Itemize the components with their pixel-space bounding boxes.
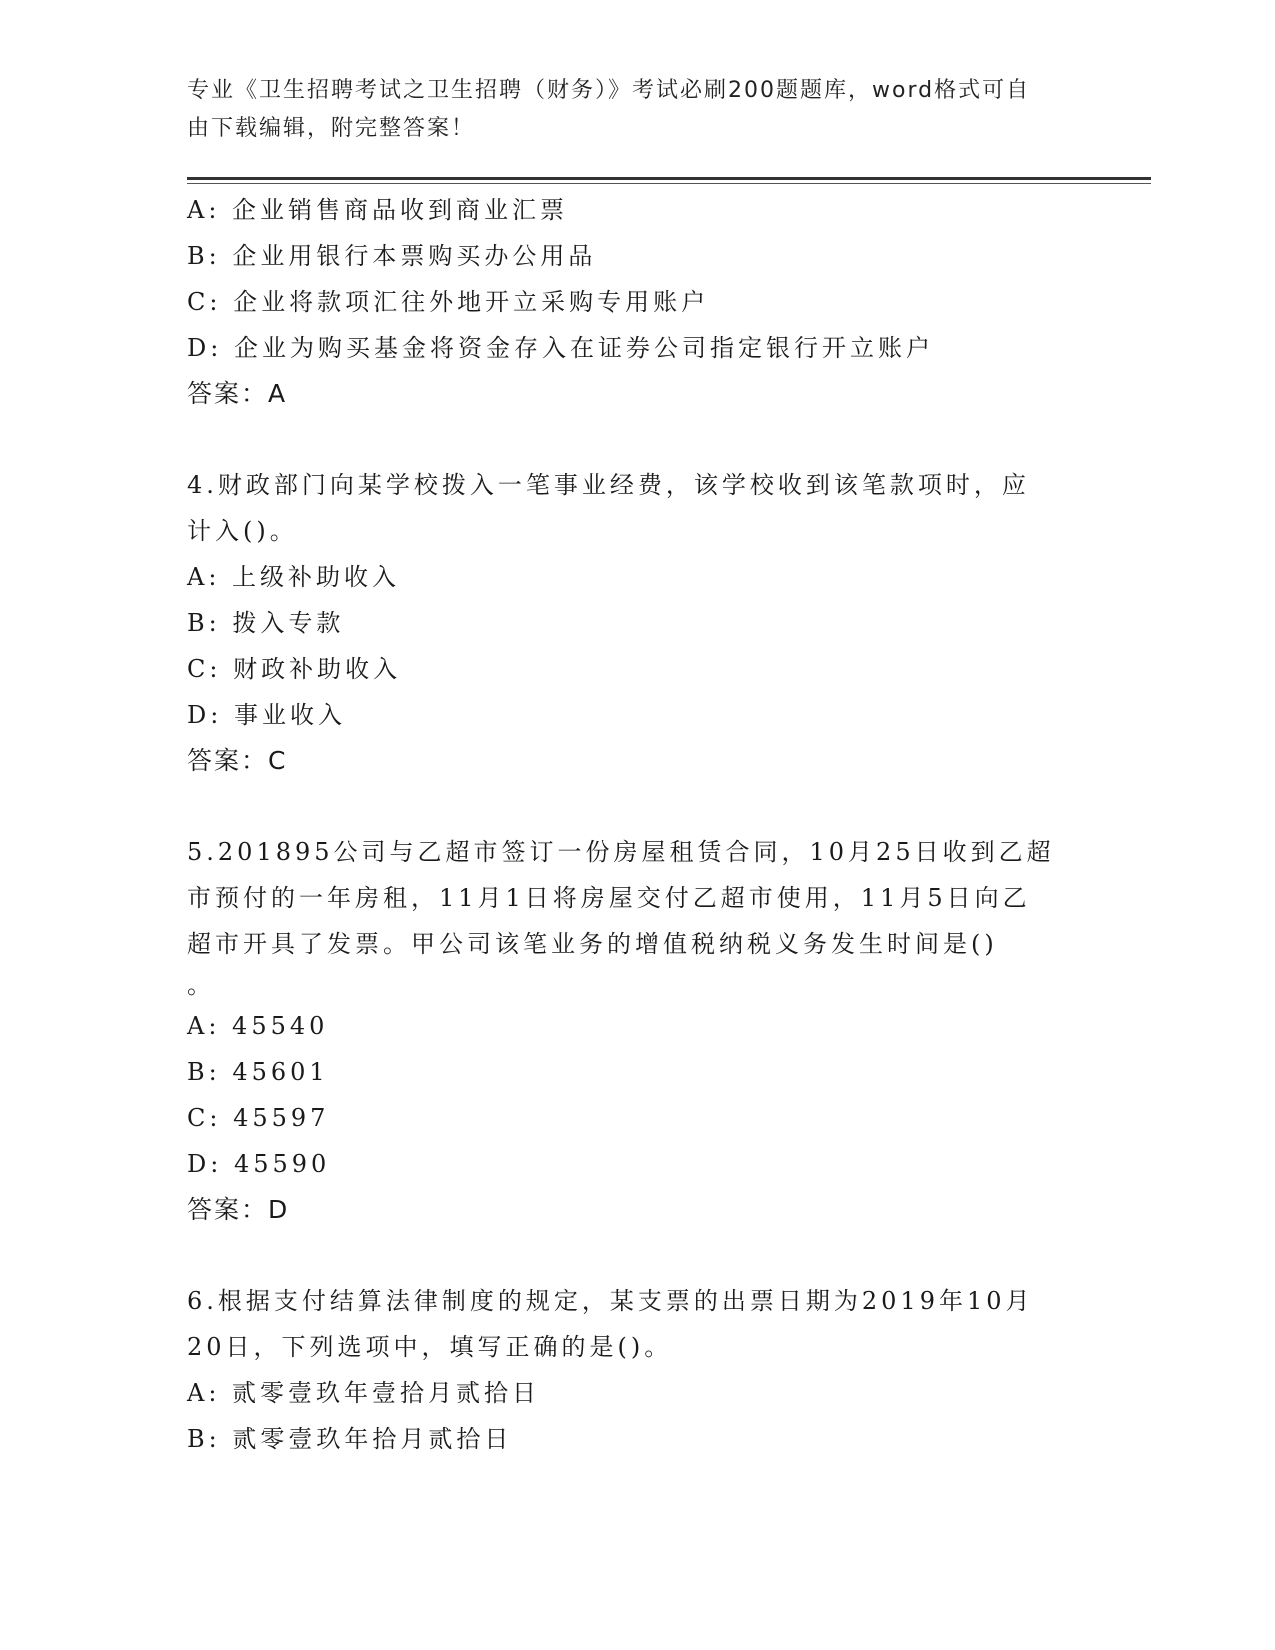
option-d: D: 事业收入 — [187, 701, 346, 729]
question-6 — [187, 1278, 1087, 1462]
document-header — [187, 72, 1067, 148]
answer: 答案：A — [187, 379, 288, 408]
header-line-1: 专业《卫生招聘考试之卫生招聘（财务）》考试必刷200题题库，word格式可自 — [187, 78, 1031, 103]
option-d: D: 45590 — [187, 1150, 331, 1178]
header-divider-thin — [187, 183, 1151, 184]
option-a: A: 企业销售商品收到商业汇票 — [187, 196, 569, 224]
question-3 — [187, 187, 1087, 417]
header-line-2: 由下载编辑，附完整答案！ — [187, 116, 476, 141]
question-stem-line: 计入()。 — [187, 517, 298, 545]
answer: 答案：C — [187, 746, 288, 775]
question-stem-line: 6.根据支付结算法律制度的规定，某支票的出票日期为2019年10月 — [187, 1287, 1034, 1315]
question-stem-line: 市预付的一年房租，11月1日将房屋交付乙超市使用，11月5日向乙 — [187, 884, 1031, 912]
answer: 答案：D — [187, 1195, 290, 1224]
option-a: A: 45540 — [187, 1012, 329, 1040]
option-d: D: 企业为购买基金将资金存入在证券公司指定银行开立账户 — [187, 334, 934, 362]
question-4 — [187, 462, 1087, 784]
question-stem-line: 4.财政部门向某学校拨入一笔事业经费，该学校收到该笔款项时，应 — [187, 471, 1030, 499]
option-b: B: 企业用银行本票购买办公用品 — [187, 242, 597, 270]
header-divider-thick — [187, 177, 1151, 180]
option-b: B: 贰零壹玖年拾月贰拾日 — [187, 1425, 513, 1453]
option-b: B: 45601 — [187, 1058, 329, 1086]
option-a: A: 上级补助收入 — [187, 563, 401, 591]
option-b: B: 拨入专款 — [187, 609, 345, 637]
option-c: C: 45597 — [187, 1104, 330, 1132]
question-stem-line: 20日，下列选项中，填写正确的是()。 — [187, 1333, 673, 1361]
question-stem-line: 超市开具了发票。甲公司该笔业务的增值税纳税义务发生时间是() — [187, 930, 998, 958]
option-c: C: 企业将款项汇往外地开立采购专用账户 — [187, 288, 710, 316]
question-5 — [187, 829, 1087, 1233]
question-stem-line: 。 — [187, 971, 215, 999]
question-stem-line: 5.201895公司与乙超市签订一份房屋租赁合同，10月25日收到乙超 — [187, 838, 1055, 866]
option-a: A: 贰零壹玖年壹拾月贰拾日 — [187, 1379, 541, 1407]
option-c: C: 财政补助收入 — [187, 655, 402, 683]
question-list — [187, 187, 1087, 1462]
